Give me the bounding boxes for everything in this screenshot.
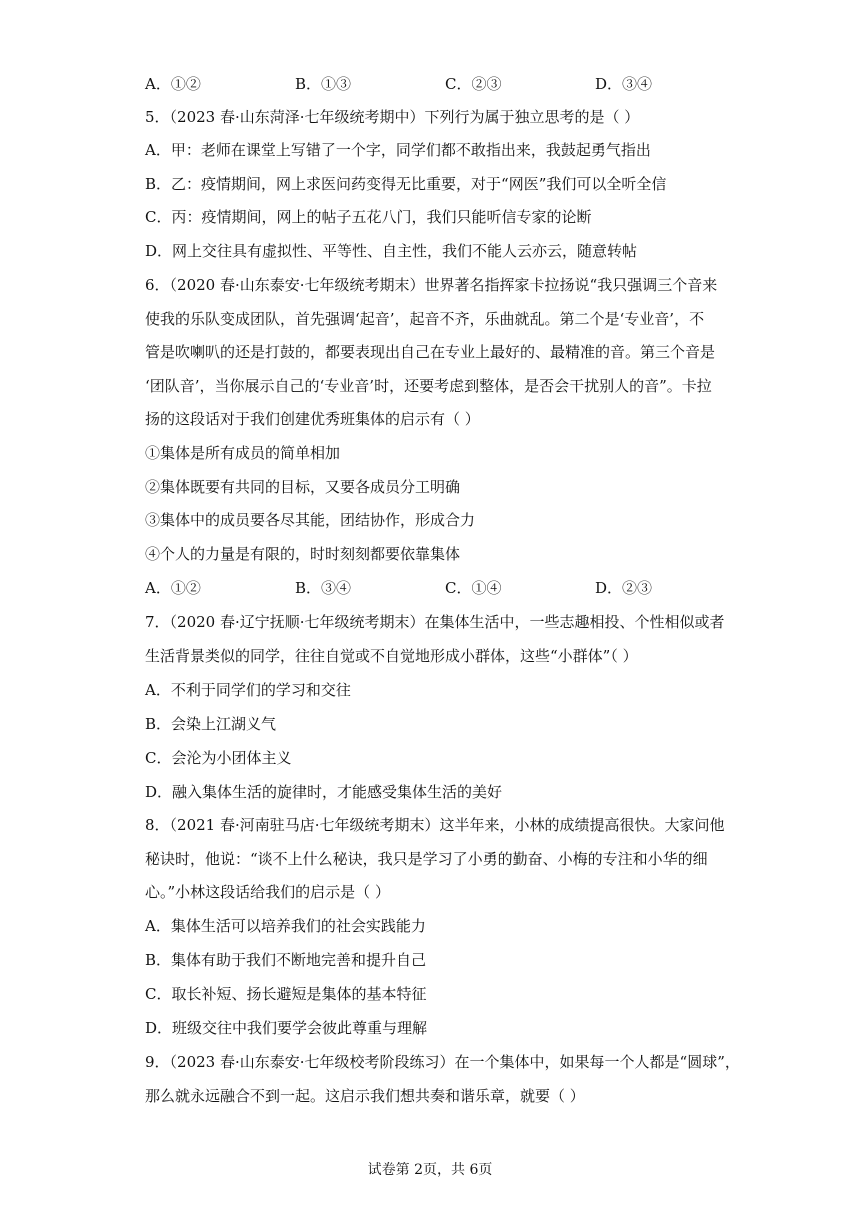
- q7-stem-line: 7．（2020 春·辽宁抚顺·七年级统考期末）在集体生活中，一些志趣相投、个性相似或者: [145, 613, 725, 631]
- q8-option-b: B．集体有助于我们不断地完善和提升自己: [145, 951, 427, 969]
- q6-option-a: A．①②: [145, 579, 201, 597]
- q6-stem-line: 管是吹喇叭的还是打鼓的，都要表现出自己在专业上最好的、最精准的音。第三个音是: [145, 343, 716, 361]
- q6-stem-line: 扬的这段话对于我们创建优秀班集体的启示有（ ）: [145, 410, 480, 428]
- q6-option-d: D．②③: [595, 579, 653, 597]
- q6-item: ②集体既要有共同的目标，又要各成员分工明确: [145, 478, 461, 496]
- q4-option-c: C．②③: [445, 75, 502, 93]
- q5-option-b: B．乙：疫情期间，网上求医问药变得无比重要，对于“网医”我们可以全听全信: [145, 175, 667, 193]
- q7-option-b: B．会染上江湖义气: [145, 715, 277, 733]
- q4-option-b: B．①③: [295, 75, 352, 93]
- q8-stem-line: 8．（2021 春·河南驻马店·七年级统考期末）这半年来，小林的成绩提高很快。大家问他: [145, 816, 725, 834]
- q5-stem: 5．（2023 春·山东菏泽·七年级统考期中）下列行为属于独立思考的是（ ）: [145, 108, 640, 126]
- q6-stem-line: ‘团队音’，当你展示自己的‘专业音’时，还要考虑到整体，是否会干扰别人的音”。卡拉: [145, 377, 712, 395]
- q6-stem-line: 使我的乐队变成团队，首先强调‘起音’，起音不齐，乐曲就乱。第二个是‘专业音’，不: [145, 310, 705, 328]
- q8-option-c: C．取长补短、扬长避短是集体的基本特征: [145, 985, 427, 1003]
- q7-option-a: A．不利于同学们的学习和交往: [145, 681, 351, 699]
- q4-option-d: D．③④: [595, 75, 653, 93]
- q4-option-a: A．①②: [145, 75, 201, 93]
- q6-option-c: C．①④: [445, 579, 502, 597]
- q9-stem-line: 9．（2023 春·山东泰安·七年级校考阶段练习）在一个集体中，如果每一个人都是“圆球”，: [145, 1053, 740, 1071]
- q7-stem-line: 生活背景类似的同学，往往自觉或不自觉地形成小群体，这些“小群体”（ ）: [145, 647, 638, 665]
- q6-item: ①集体是所有成员的简单相加: [145, 444, 341, 462]
- q8-stem-line: 心。”小林这段话给我们的启示是（ ）: [145, 883, 390, 901]
- q8-option-d: D．班级交往中我们要学会彼此尊重与理解: [145, 1019, 428, 1037]
- q6-item: ④个人的力量是有限的，时时刻刻都要依靠集体: [145, 545, 461, 563]
- q9-stem-line: 那么就永远融合不到一起。这启示我们想共奏和谐乐章，就要（ ）: [145, 1087, 585, 1105]
- q6-item: ③集体中的成员要各尽其能，团结协作，形成合力: [145, 511, 476, 529]
- q8-option-a: A．集体生活可以培养我们的社会实践能力: [145, 917, 426, 935]
- q4-options: [145, 74, 725, 94]
- q8-stem-line: 秘诀时，他说：“谈不上什么秘诀，我只是学习了小勇的勤奋、小梅的专注和小华的细: [145, 850, 708, 868]
- q5-option-a: A．甲：老师在课堂上写错了一个字，同学们都不敢指出来，我鼓起勇气指出: [145, 141, 651, 159]
- q7-option-c: C．会沦为小团体主义: [145, 749, 292, 767]
- q6-options: [145, 578, 725, 598]
- q6-stem-line: 6．（2020 春·山东泰安·七年级统考期末）世界著名指挥家卡拉扬说“我只强调三个音来: [145, 276, 718, 294]
- page-footer: 试卷第 2页，共 6页: [367, 1162, 493, 1178]
- q5-option-c: C．丙：疫情期间，网上的帖子五花八门，我们只能听信专家的论断: [145, 208, 592, 226]
- q5-option-d: D．网上交往具有虚拟性、平等性、自主性，我们不能人云亦云，随意转帖: [145, 242, 638, 260]
- q6-option-b: B．③④: [295, 579, 352, 597]
- q7-option-d: D．融入集体生活的旋律时，才能感受集体生活的美好: [145, 783, 503, 801]
